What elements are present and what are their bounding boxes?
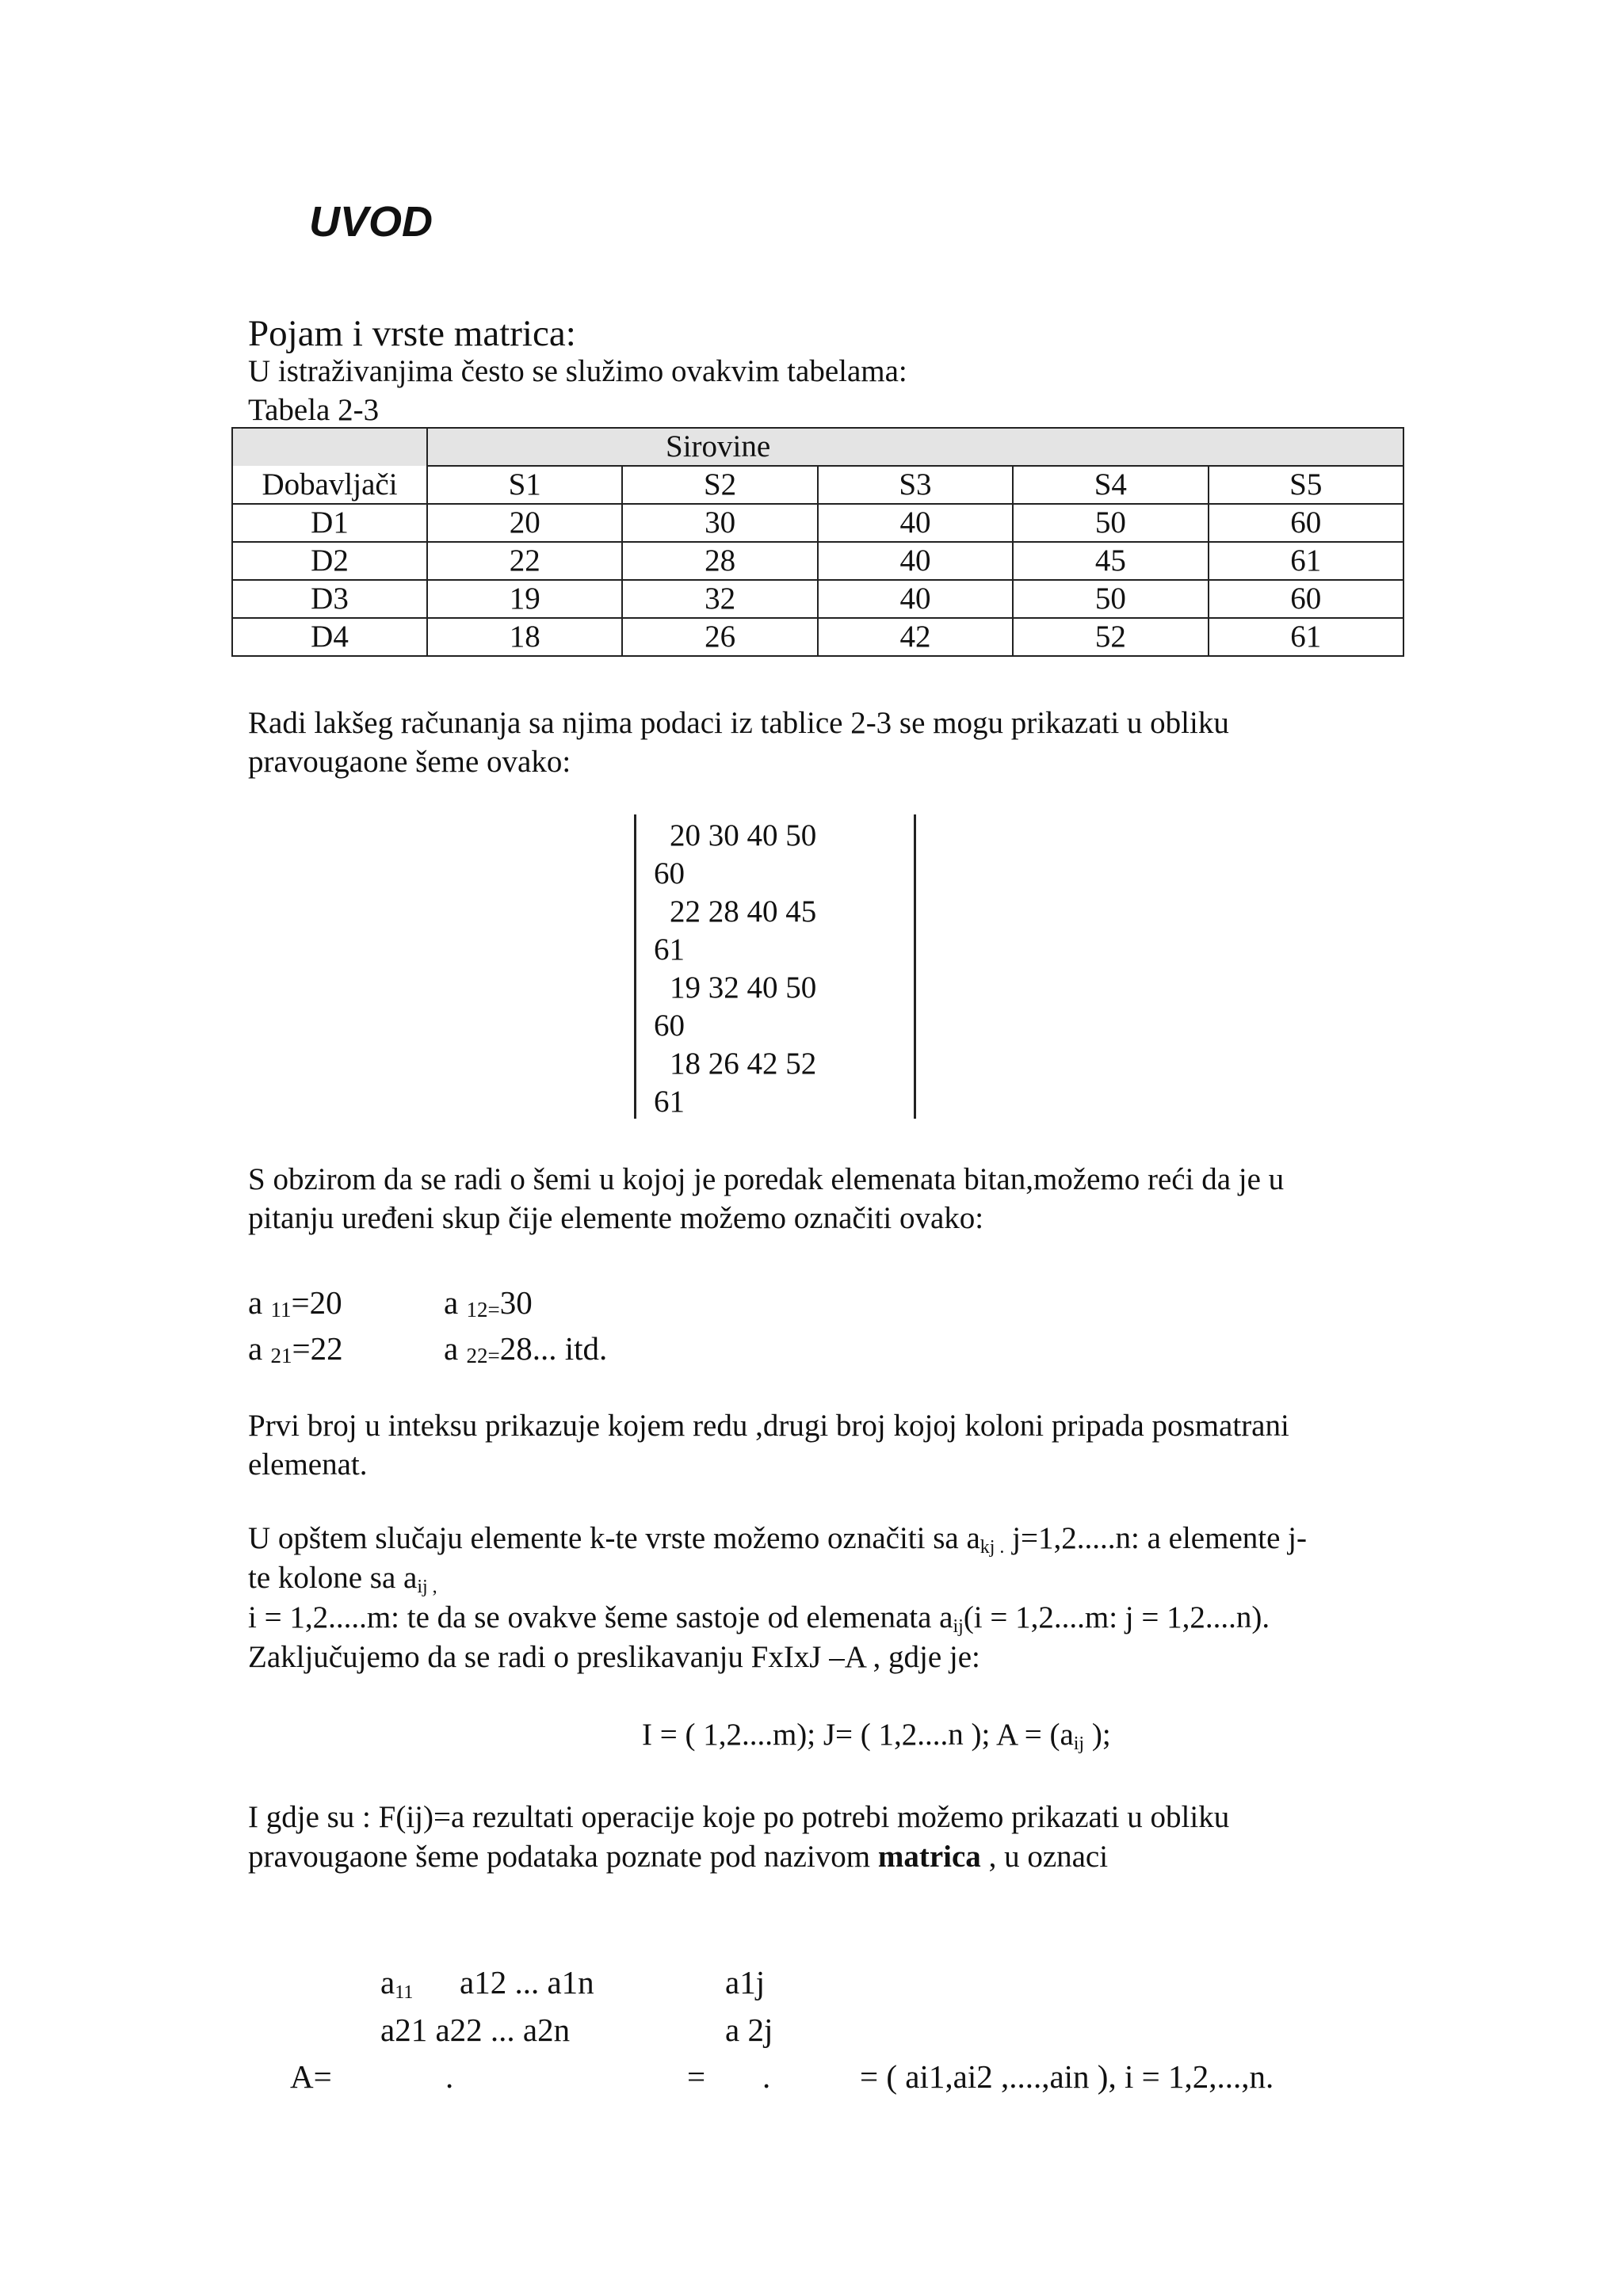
table-group-header-row <box>232 428 1403 466</box>
matrix-line-wrap: 61 <box>654 1085 685 1119</box>
table-cell: 26 <box>622 618 817 656</box>
matrix-def-row-1: a12 ... a1n <box>460 1964 594 2000</box>
table-cell: 40 <box>818 580 1013 618</box>
table-column-header: S4 <box>1013 466 1208 504</box>
paragraph-2-line-1: S obzirom da se radi o šemi u kojoj je poredak elemenata bitan,možemo reći da je u <box>248 1162 1285 1196</box>
matrix-def-row-vector: = ( ai1,ai2 ,....,ain ), i = 1,2,...,n. <box>860 2058 1274 2095</box>
section-heading: Pojam i vrste matrica: <box>248 313 576 354</box>
paragraph-4-line-2: te kolone sa $a_{ij ,}$ <box>248 1561 437 1597</box>
table-row-label: D4 <box>232 618 427 656</box>
element-a11: a 11=20 <box>248 1284 342 1322</box>
table-cell: 32 <box>622 580 817 618</box>
table-column-header: S2 <box>622 466 817 504</box>
matrix-line: 20 30 40 50 <box>670 818 817 852</box>
matrix-line-wrap: 60 <box>654 1009 685 1043</box>
matrix-def-dot: . <box>762 2058 771 2095</box>
table-cell: 40 <box>818 542 1013 580</box>
table-corner-cell <box>232 428 427 466</box>
table-cell: 22 <box>427 542 622 580</box>
paragraph-4-line-1: U opštem slučaju elemente k-te vrste možemo označiti sa $a_{kj .}$ j=1,2.....n: a elemente j- <box>248 1521 1307 1558</box>
table-cell: 61 <box>1209 542 1404 580</box>
table-cell: 18 <box>427 618 622 656</box>
table-cell: 19 <box>427 580 622 618</box>
table-row <box>232 542 1403 580</box>
paragraph-4-line-4: Zaključujemo da se radi o preslikavanju FxIxJ –A , gdje je: <box>248 1640 980 1674</box>
paragraph-3-line-1: Prvi broj u inteksu prikazuje kojem redu ,drugi broj kojoj koloni pripada posmatrani <box>248 1409 1289 1443</box>
paragraph-3-line-2: elemenat. <box>248 1447 368 1482</box>
table-row <box>232 504 1403 542</box>
table-cell: 52 <box>1013 618 1208 656</box>
table-column-header: S3 <box>818 466 1013 504</box>
table-row-label: D1 <box>232 504 427 542</box>
table-cell: 42 <box>818 618 1013 656</box>
table-column-header: S1 <box>427 466 622 504</box>
table-caption: Tabela 2-3 <box>248 393 380 427</box>
table-cell: 60 <box>1209 580 1404 618</box>
matrix-line-wrap: 61 <box>654 933 685 967</box>
matrix-line: 22 28 40 45 <box>670 894 817 929</box>
element-a22: a 22=28... itd. <box>444 1330 608 1367</box>
data-matrix-schematic <box>634 814 916 1119</box>
matrix-def-label: A= <box>290 2058 332 2095</box>
matrix-def-col-1: a1j <box>725 1964 766 2000</box>
paragraph-4-line-3: i = 1,2.....m: te da se ovakve šeme sastoje od elemenata $a_{ij}(i = 1,2....m$: j = 1,2....n). <box>248 1600 1270 1637</box>
matrix-def-dot: . <box>445 2058 454 2095</box>
table-cell: 40 <box>818 504 1013 542</box>
matrix-def-row-2: a21 a22 ... a2n <box>380 2012 571 2048</box>
table-row-label: D3 <box>232 580 427 618</box>
paragraph-5-line-1: I gdje su : F(ij)=a rezultati operacije koje po potrebi možemo prikazati u obliku <box>248 1800 1230 1834</box>
table-column-header-row <box>232 466 1403 504</box>
table-column-header: S5 <box>1209 466 1404 504</box>
supplier-materials-table <box>231 427 1404 657</box>
table-cell: 61 <box>1209 618 1404 656</box>
matrix-line: 19 32 40 50 <box>670 971 817 1005</box>
table-row <box>232 618 1403 656</box>
paragraph-1-line-2: pravougaone šeme ovako: <box>248 745 571 779</box>
matrix-def-equals: = <box>687 2058 706 2095</box>
table-row-label: D2 <box>232 542 427 580</box>
table-cell: 30 <box>622 504 817 542</box>
index-set-formula: I = ( 1,2....m); J= ( 1,2....n ); $A = (a_{ij}$ ); <box>642 1718 1111 1754</box>
table-cell: 50 <box>1013 580 1208 618</box>
page-title: UVOD <box>309 198 433 246</box>
table-cell: 45 <box>1013 542 1208 580</box>
paragraph-5-line-2: pravougaone šeme podataka poznate pod nazivom matrica , u oznaci <box>248 1840 1109 1874</box>
matrix-def-a11: $a_{11}$ <box>380 1964 414 2003</box>
matrix-line-wrap: 60 <box>654 856 685 891</box>
matrix-def-col-2: a 2j <box>725 2012 773 2048</box>
matrix-line: 18 26 42 52 <box>670 1047 817 1081</box>
table-row-header: Dobavljači <box>232 466 427 504</box>
element-a12: a 12=30 <box>444 1284 533 1322</box>
table-row <box>232 580 1403 618</box>
table-cell: 28 <box>622 542 817 580</box>
table-cell: 50 <box>1013 504 1208 542</box>
paragraph-1-line-1: Radi lakšeg računanja sa njima podaci iz tablice 2-3 se mogu prikazati u obliku <box>248 706 1229 740</box>
table-cell: 20 <box>427 504 622 542</box>
paragraph-2-line-2: pitanju uređeni skup čije elemente možemo označiti ovako: <box>248 1201 984 1235</box>
table-group-header: Sirovine <box>427 428 1403 466</box>
element-a21: a 21=22 <box>248 1330 343 1367</box>
intro-text: U istraživanjima često se služimo ovakvim tabelama: <box>248 354 907 388</box>
table-cell: 60 <box>1209 504 1404 542</box>
